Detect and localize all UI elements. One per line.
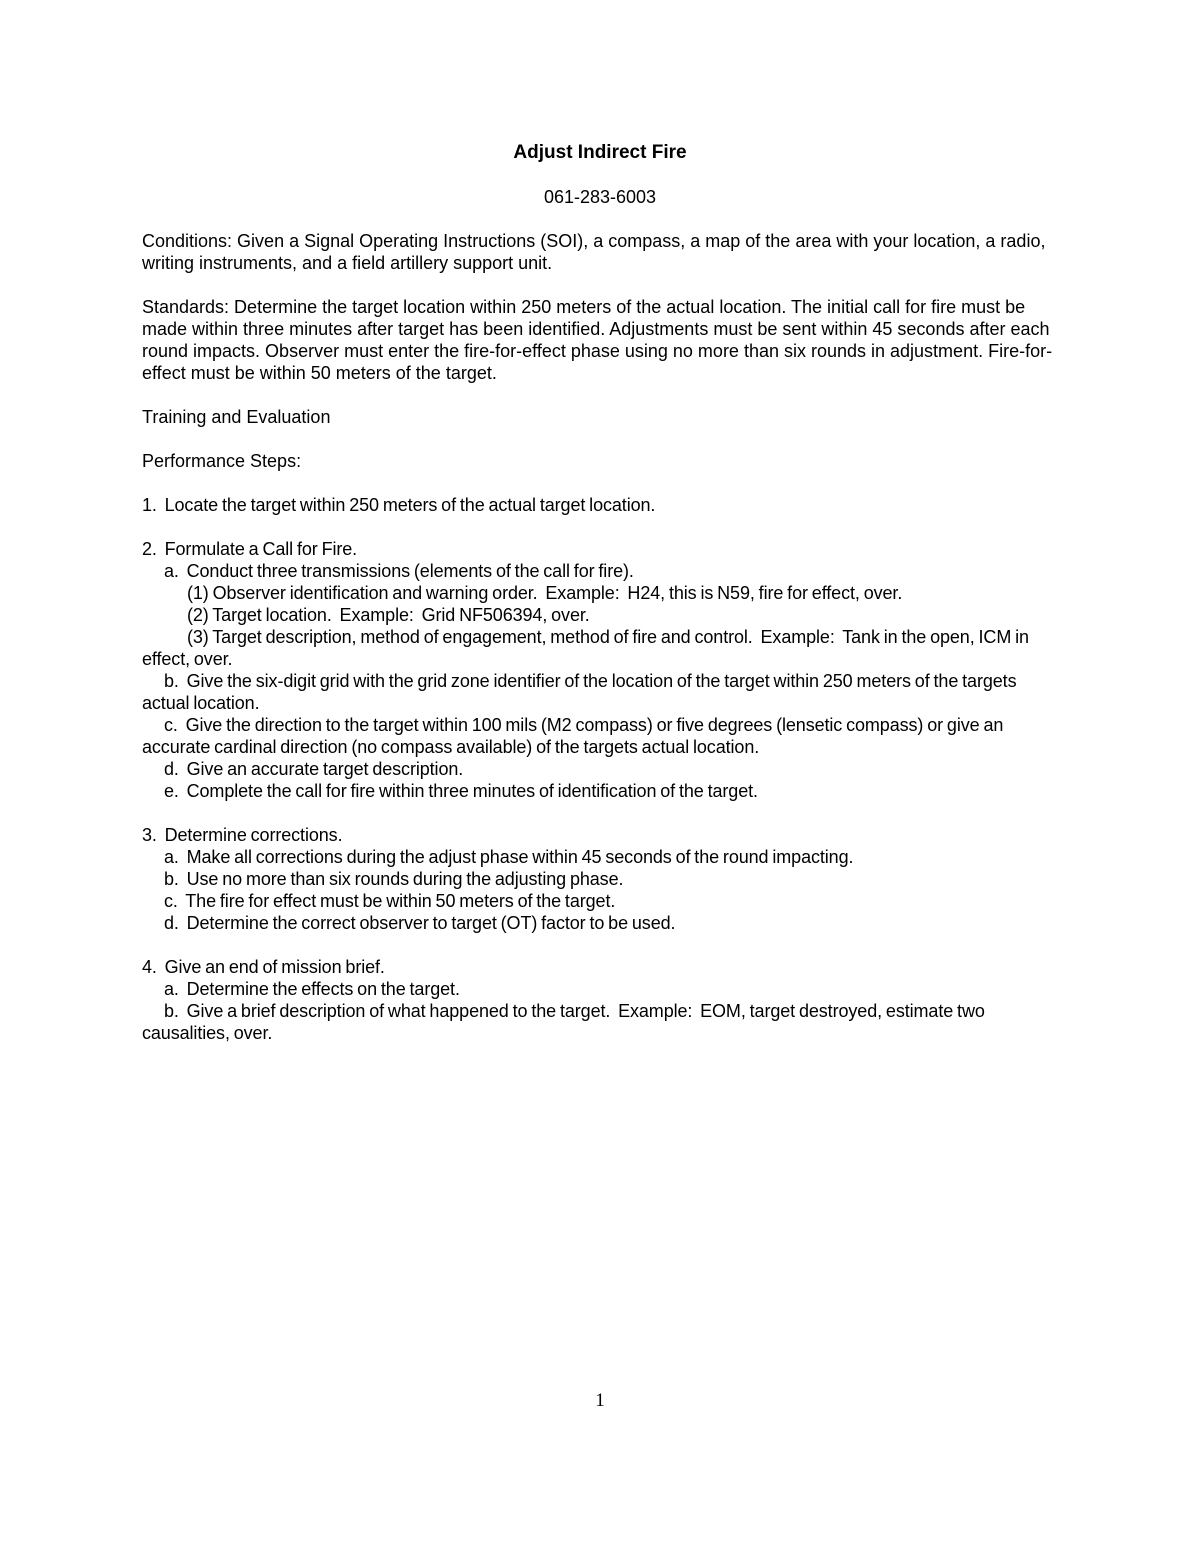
- step-text: 4. Give an end of mission brief.: [142, 957, 385, 977]
- step-text: 3. Determine corrections.: [142, 825, 343, 845]
- substep-text: d. Give an accurate target description.: [164, 759, 464, 779]
- substep-item-text: (1) Observer identification and warning order. Example: H24, this is N59, fire for effect, over.: [187, 583, 903, 603]
- substep-text: b. Use no more than six rounds during the adjusting phase.: [164, 869, 624, 889]
- step-text: 2. Formulate a Call for Fire.: [142, 539, 358, 559]
- substep-text: b. Give a brief description of what happened to the target. Example: EOM, target destroyed, estimate two causalities, over.: [142, 1001, 989, 1043]
- step-item: [142, 956, 1062, 1044]
- performance-steps-list: [142, 494, 1062, 1044]
- substep-text: a. Determine the effects on the target.: [164, 979, 460, 999]
- document-number: 061-283-6003: [543, 187, 657, 207]
- substep-text: c. Give the direction to the target within 100 mils (M2 compass) or five degrees (lensetic compass) or give an accurate cardinal direction (no compass available) of the targets actual location.: [142, 715, 1008, 757]
- substep-text: b. Give the six-digit grid with the grid zone identifier of the location of the target within 250 meters of the targets actual location.: [142, 671, 1021, 713]
- performance-heading: Performance Steps:: [142, 451, 302, 471]
- step-item: [142, 538, 1062, 802]
- substep-item-text: (2) Target location. Example: Grid NF506394, over.: [187, 605, 590, 625]
- standards-paragraph: Standards: Determine the target location within 250 meters of the actual location. The initial call for fire must be made within three minutes after target has been identified. Adjustments must be sent within 45 seconds after each round impacts. Observer must enter the fire-for-effect phase using no more than six rounds in adjustment. Fire-for-effect must be within 50 meters of the target.: [142, 297, 1053, 383]
- step-item: [142, 494, 1062, 516]
- substep-text: a. Make all corrections during the adjust phase within 45 seconds of the round impacting.: [164, 847, 854, 867]
- conditions-paragraph: Conditions: Given a Signal Operating Instructions (SOI), a compass, a map of the area with your location, a radio, writing instruments, and a field artillery support unit.: [142, 231, 1046, 273]
- step-text: 1. Locate the target within 250 meters of the actual target location.: [142, 495, 656, 515]
- substep-text: d. Determine the correct observer to target (OT) factor to be used.: [164, 913, 676, 933]
- document-title: Adjust Indirect Fire: [513, 142, 687, 163]
- page-number: 1: [595, 1390, 605, 1411]
- substep-item-text: (3) Target description, method of engagement, method of fire and control. Example: Tank in the open, ICM in effect, over.: [142, 627, 1033, 669]
- substep-text: e. Complete the call for fire within three minutes of identification of the target.: [164, 781, 758, 801]
- document-body: [142, 230, 1062, 1066]
- step-item: [142, 824, 1062, 934]
- substep-text: a. Conduct three transmissions (elements of the call for fire).: [164, 561, 634, 581]
- training-heading: Training and Evaluation: [142, 407, 331, 427]
- substep-text: c. The fire for effect must be within 50 meters of the target.: [164, 891, 616, 911]
